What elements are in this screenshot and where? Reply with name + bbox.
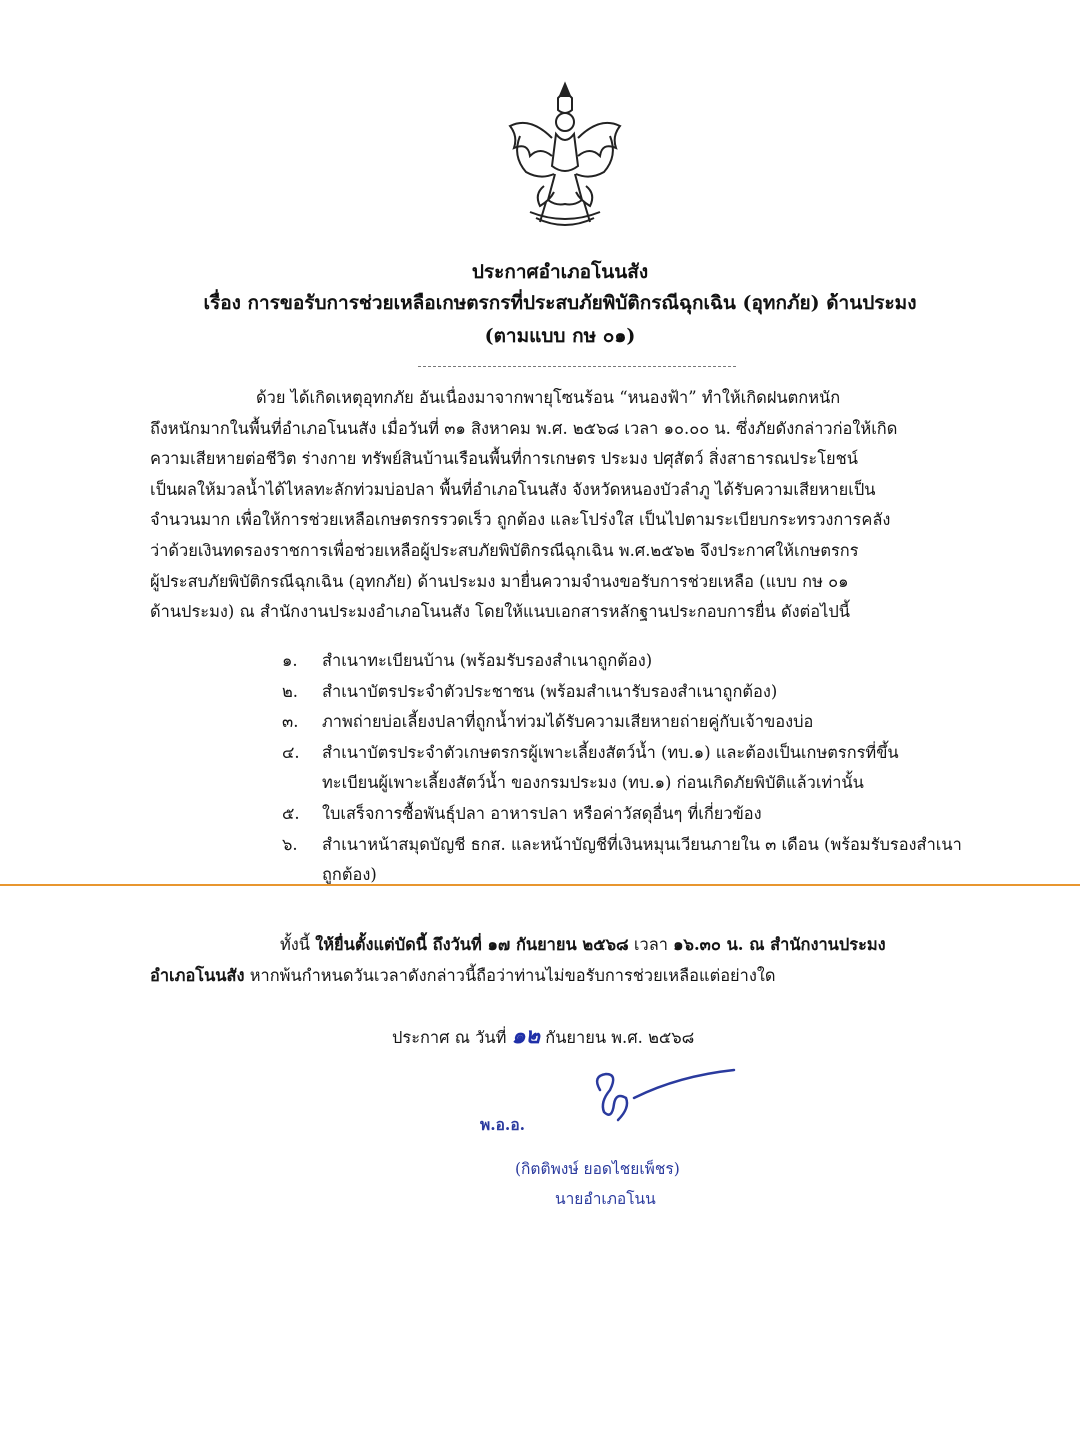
list-item-text: ใบเสร็จการซื้อพันธุ์ปลา อาหารปลา หรือค่าวัสดุอื่นๆ ที่เกี่ยวข้อง [322,803,762,823]
list-number: ๑. [282,651,298,670]
announcement-month-year: กันยายน พ.ศ. ๒๕๖๘ [540,1028,695,1047]
deadline-paragraph [150,930,1000,991]
deadline-line [150,961,1000,992]
list-item [282,830,1002,891]
list-item-text: ภาพถ่ายบ่อเลี้ยงปลาที่ถูกน้ำท่วมได้รับความเสียหายถ่ายคู่กับเจ้าของบ่อ [322,712,814,732]
deadline-district: อำเภอโนนสัง [150,965,245,985]
list-item [282,707,1002,738]
form-reference: (ตามแบบ กษ ๐๑) [484,325,636,347]
list-item [282,646,1002,677]
list-item-text: สำเนาทะเบียนบ้าน (พร้อมรับรองสำเนาถูกต้อง) [322,651,653,670]
announcement-prefix: ประกาศ ณ วันที่ [392,1028,512,1047]
dashed-divider [418,366,736,367]
list-number: ๒. [282,681,299,701]
orange-divider [0,884,1080,886]
deadline-line [150,930,1000,961]
signer-name: (กิตติพงษ์ ยอดไชยเพ็ชร) [515,1160,680,1178]
body-line: จำนวนมาก เพื่อให้การช่วยเหลือเกษตรกรรวดเร็ว ถูกต้อง และโปร่งใส เป็นไปตามระเบียบกระทรวงการคลัง [150,510,891,530]
list-item-text: สำเนาบัตรประจำตัวประชาชน (พร้อมสำเนารับรองสำเนาถูกต้อง) [322,681,778,701]
body-line: ด้านประมง) ณ สำนักงานประมงอำเภอโนนสัง โดยให้แนบเอกสารหลักฐานประกอบการยื่น ดังต่อไปนี้ [150,602,850,622]
list-number: ๕. [282,803,300,823]
list-number: ๔. [282,742,300,762]
deadline-lead: ทั้งนี้ [280,935,316,954]
body-paragraph [150,383,1000,628]
deadline-condition: หากพ้นกำหนดวันเวลาดังกล่าวนี้ถือว่าท่านไม่ขอรับการช่วยเหลือแต่อย่างใด [244,965,776,985]
list-item-text: สำเนาบัตรประจำตัวเกษตรกรผู้เพาะเลี้ยงสัตว์น้ำ (ทบ.๑) และต้องเป็นเกษตรกรที่ขึ้น [322,742,899,762]
list-item-text: ถูกต้อง) [322,865,377,885]
list-item-text: ทะเบียนผู้เพาะเลี้ยงสัตว์น้ำ ของกรมประมง (ทบ.๑) ก่อนเกิดภัยพิบัติแล้วเท่านั้น [322,773,864,793]
list-item [282,738,1002,799]
body-line: ผู้ประสบภัยพิบัติกรณีฉุกเฉิน (อุทกภัย) ด้านประมง มายื่นความจำนงขอรับการช่วยเหลือ (แบบ กษ ๐๑ [150,571,849,591]
list-number: ๓. [282,712,299,732]
list-item [282,677,1002,708]
body-line: ว่าด้วยเงินทดรองราชการเพื่อช่วยเหลือผู้ประสบภัยพิบัติกรณีฉุกเฉิน พ.ศ.๒๕๖๒ จึงประกาศให้เกษตรกร [150,540,859,560]
signature-icon [578,1068,738,1128]
deadline-place: ๑๖.๓๐ น. ณ สำนักงานประมง [673,935,886,954]
body-line: ความเสียหายต่อชีวิต ร่างกาย ทรัพย์สินบ้านเรือนพื้นที่การเกษตร ประมง ปศุสัตว์ สิ่งสาธารณประโยชน์ [150,449,858,469]
subject-line: เรื่อง การขอรับการช่วยเหลือเกษตรกรที่ประสบภัยพิบัติกรณีฉุกเฉิน (อุทกภัย) ด้านประมง [203,292,917,314]
body-line: เป็นผลให้มวลน้ำได้ไหลทะลักท่วมบ่อปลา พื้นที่อำเภอโนนสัง จังหวัดหนองบัวลำภู ได้รับความเสียหายเป็น [150,479,876,499]
body-line: ด้วย ได้เกิดเหตุอุทกภัย อันเนื่องมาจากพายุโซนร้อน “หนองฟ้า” ทำให้เกิดฝนตกหนัก [256,388,841,407]
list-item [282,799,1002,830]
deadline-date: ให้ยื่นตั้งแต่บัดนี้ ถึงวันที่ ๑๗ กันยายน ๒๕๖๘ [315,935,629,954]
required-documents-list [282,646,1002,891]
signer-title: นายอำเภอโนน [555,1190,656,1208]
signer-initials: พ.อ.อ. [480,1115,526,1134]
announcement-date [392,1018,694,1053]
page-title: ประกาศอำเภอโนนสัง [471,261,649,283]
list-item-text: สำเนาหน้าสมุดบัญชี ธกส. และหน้าบัญชีที่เงินหมุนเวียนภายใน ๓ เดือน (พร้อมรับรองสำเนา [322,834,962,854]
list-number: ๖. [282,834,298,854]
body-line: ถึงหนักมากในพื้นที่อำเภอโนนสัง เมื่อวันที่ ๓๑ สิงหาคม พ.ศ. ๒๕๖๘ เวลา ๑๐.๐๐ น. ซึ่งภัยดังกล่าวก่อให้เกิด [150,418,898,438]
garuda-emblem-icon [500,76,630,236]
handwritten-day: ๑๒ [511,1023,541,1049]
deadline-time-label: เวลา [628,935,674,954]
